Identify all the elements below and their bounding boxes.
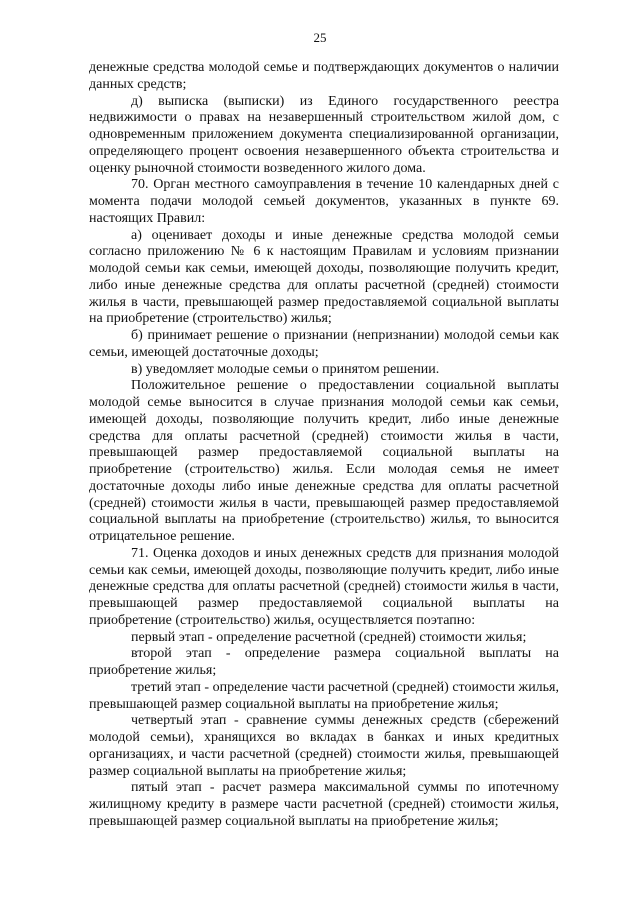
paragraph-70-b: б) принимает решение о признании (непризнании) молодой семьи как семьи, имеющей достаточные доходы; bbox=[89, 328, 559, 360]
paragraph-70-a: а) оценивает доходы и иные денежные средства молодой семьи согласно приложению № 6 к настоящим Правилам и условиям признании молодой семьи как семьи, имеющей доходы, позволяющие получить кредит, либо иные денежные средства для оплаты расчетной (средней) стоимости жилья в части, превышающей размер предоставляемой социальной выплаты на приобретение (строительство) жилья; bbox=[89, 227, 559, 327]
paragraph-stage-3: третий этап - определение части расчетной (средней) стоимости жилья, превышающей размер социальной выплаты на приобретение жилья; bbox=[89, 679, 559, 712]
paragraph-continuation: денежные средства молодой семье и подтверждающих документов о наличии данных средств; bbox=[89, 60, 559, 92]
paragraph-stage-1: первый этап - определение расчетной (средней) стоимости жилья; bbox=[131, 629, 527, 645]
document-body bbox=[89, 60, 559, 831]
paragraph-71: 71. Оценка доходов и иных денежных средств для признания молодой семьи как семьи, имеющей доходы, позволяющие получить кредит, либо иные денежные средства для оплаты расчетной (средней) стоимости жилья в части, превышающей размер предоставляемой социальной выплаты на приобретение (строительство) жилья, осуществляется поэтапно: bbox=[89, 545, 559, 628]
paragraph-70-v: в) уведомляет молодые семьи о принятом решении. bbox=[131, 361, 440, 377]
paragraph-70: 70. Орган местного самоуправления в течение 10 календарных дней с момента подачи молодой семьей документов, указанных в пункте 69. настоящих Правил: bbox=[89, 177, 559, 226]
page-number: 25 bbox=[313, 30, 327, 45]
paragraph-item-d: д) выписка (выписки) из Единого государственного реестра недвижимости о правах на незавершенный строительством жилой дом, с одновременным приложением документа специализированной организации, определяющего процент освоения незавершенного объекта строительства и оценку рыночной стоимости возведенного жилого дома. bbox=[89, 93, 559, 176]
paragraph-stage-5: пятый этап - расчет размера максимальной суммы по ипотечному жилищному кредиту в размере части расчетной (средней) стоимости жилья, превышающей размер социальной выплаты на приобретение жилья; bbox=[89, 780, 559, 829]
paragraph-decision: Положительное решение о предоставлении социальной выплаты молодой семье выносится в случае признания молодой семьи как семьи, имеющей доходы, позволяющие получить кредит, либо иные денежные средства для оплаты расчетной (средней) стоимости жилья в части, превышающей размер предоставляемой социальной выплаты на приобретение (строительство) жилья. Если молодая семья не имеет достаточные доходы либо иные денежные средства для оплаты расчетной (средней) стоимости жилья в части, превышающей размер предоставляемой социальной выплаты на приобретение (строительство) жилья, то выносится отрицательное решение. bbox=[89, 378, 559, 544]
paragraph-stage-4: четвертый этап - сравнение суммы денежных средств (сбережений молодой семьи), хранящихся во вкладах в банках и иных кредитных организациях, и части расчетной (средней) стоимости жилья, превышающей размер социальной выплаты на приобретение жилья; bbox=[89, 713, 559, 779]
paragraph-stage-2: второй этап - определение размера социальной выплаты на приобретение жилья; bbox=[89, 646, 559, 678]
